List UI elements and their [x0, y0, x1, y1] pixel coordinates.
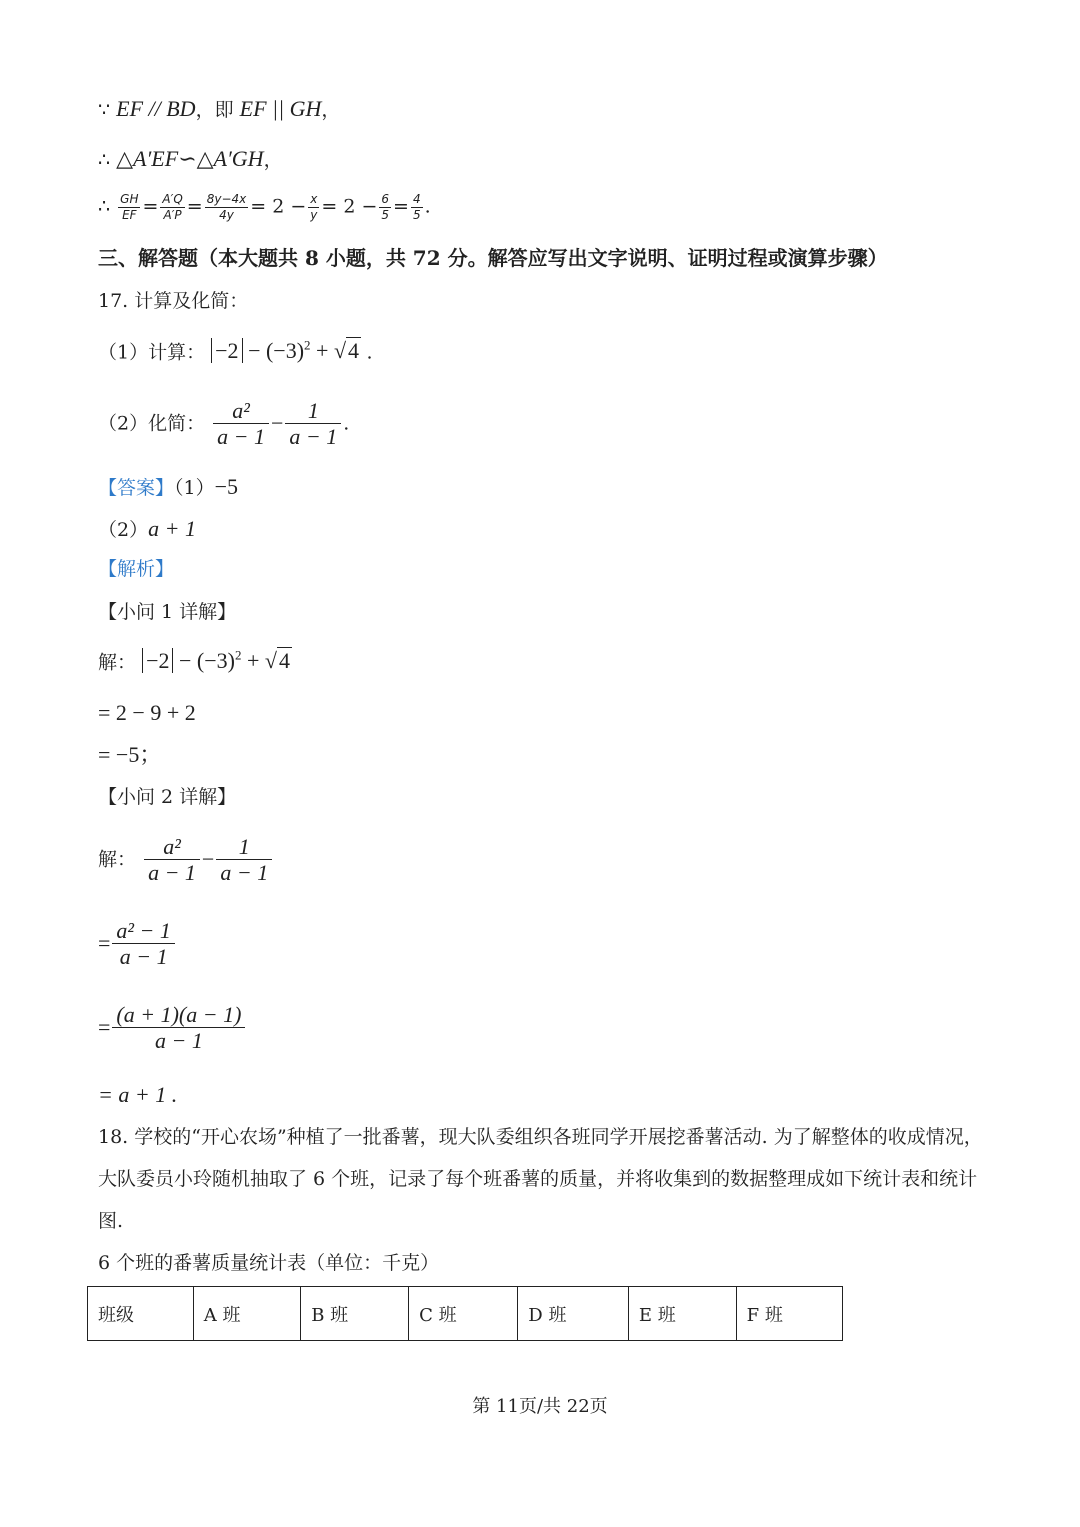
frac-8y4x-4y: $\frac{8y-4x}{4y}$	[206, 192, 247, 222]
sqrt-expr: √4	[333, 338, 360, 364]
q17-title: 17. 计算及化简：	[98, 290, 249, 312]
table-caption: 6 个班的番薯质量统计表（单位：千克）	[98, 1252, 440, 1274]
frac-aq-ap: $\frac{A'Q}{A'P}$	[162, 192, 183, 222]
frac-gh-ef: $\frac{GH}{EF}$	[120, 192, 139, 222]
answer-tag: 【答案】	[98, 477, 175, 499]
section-heading: 三、解答题（本大题共 8 小题，共 72 分。解答应写出文字说明、证明过程或演算步骤）	[98, 246, 888, 270]
table-cell: C 班	[409, 1287, 518, 1341]
frac-x-y: $\frac{x}{y}$	[310, 192, 318, 222]
frac-4-5: $\frac{4}{5}$	[412, 192, 421, 222]
q18-line3: 图.	[98, 1210, 124, 1232]
q17-part1: （1）计算： $-2 - (-3)^2 + √4$ .	[98, 338, 373, 364]
sub2-solution: 解： $\frac{\text{a²}}{a - 1}$ − $\frac{1}{a - 1}$	[98, 834, 274, 886]
table-cell: E 班	[628, 1287, 736, 1341]
q18-line1: 18. 学校的“开心农场”种植了一批番薯，现大队委组织各班同学开展挖番薯活动. 为了解整体的收成情况，	[98, 1126, 983, 1148]
sub1-tag: 【小问 1 详解】	[98, 601, 237, 623]
sub2-step3: = $\frac{(a + 1)(a - 1)}{a - 1}$	[98, 1002, 247, 1054]
answer-line1: 【答案】（1）−5	[98, 474, 239, 499]
table-cell: 班级	[88, 1287, 194, 1341]
table-cell: B 班	[301, 1287, 409, 1341]
sub1-step2: = 2 − 9 + 2	[98, 700, 196, 725]
sub2-step2: = $\frac{\text{a² − 1}}{a - 1}$	[98, 918, 177, 970]
expr-similar-triangles: △A′EF∽△A′GH	[116, 146, 264, 171]
q18-line2: 大队委员小玲随机抽取了 6 个班，记录了每个班番薯的质量，并将收集到的数据整理成如下统计表和统计	[98, 1168, 978, 1190]
sub1-solution: 解： $-2 - (-3)^2 + √4$	[98, 648, 290, 674]
answer-line2: （2）a + 1	[98, 516, 196, 541]
analysis-tag: 【解析】	[98, 558, 175, 580]
line-parallel: ∵ EF // BD，即 EF || GH，	[98, 96, 341, 121]
abs-value: −2	[211, 338, 242, 363]
table-cell: F 班	[736, 1287, 842, 1341]
line-ratio: ∴ $\frac{GH}{EF}$ = $\frac{A'Q}{A'P}$ = $\frac{8y-4x}{4y}$ = 2 − $\frac{x}{y}$ = 2 − $\frac{6}{5}$ = $\frac{4}{5}$ .	[98, 192, 431, 222]
sub2-tag: 【小问 2 详解】	[98, 786, 237, 808]
line-similar: ∴ △A′EF∽△A′GH，	[98, 146, 283, 171]
frac-a2-a1: $\frac{\text{a²}}{a - 1}$	[213, 398, 269, 450]
sub1-step3: = −5；	[98, 742, 162, 767]
table-cell: A 班	[193, 1287, 300, 1341]
table-cell: D 班	[518, 1287, 629, 1341]
frac-6-5: $\frac{6}{5}$	[381, 192, 390, 222]
q17-part2: （2）化简： $\frac{\text{a²}}{a - 1}$ − $\frac{1}{a - 1}$ .	[98, 398, 350, 450]
stat-table	[87, 1286, 843, 1341]
expr-ef-bd: EF // BD	[116, 96, 196, 121]
frac-1-a1: $\frac{1}{a - 1}$	[285, 398, 341, 450]
table-row	[88, 1287, 843, 1341]
sub2-step4: = a + 1 .	[98, 1082, 178, 1107]
expr-ef-gh: EF || GH	[239, 96, 322, 121]
page-footer: 第 11页/共 22页	[472, 1396, 608, 1417]
